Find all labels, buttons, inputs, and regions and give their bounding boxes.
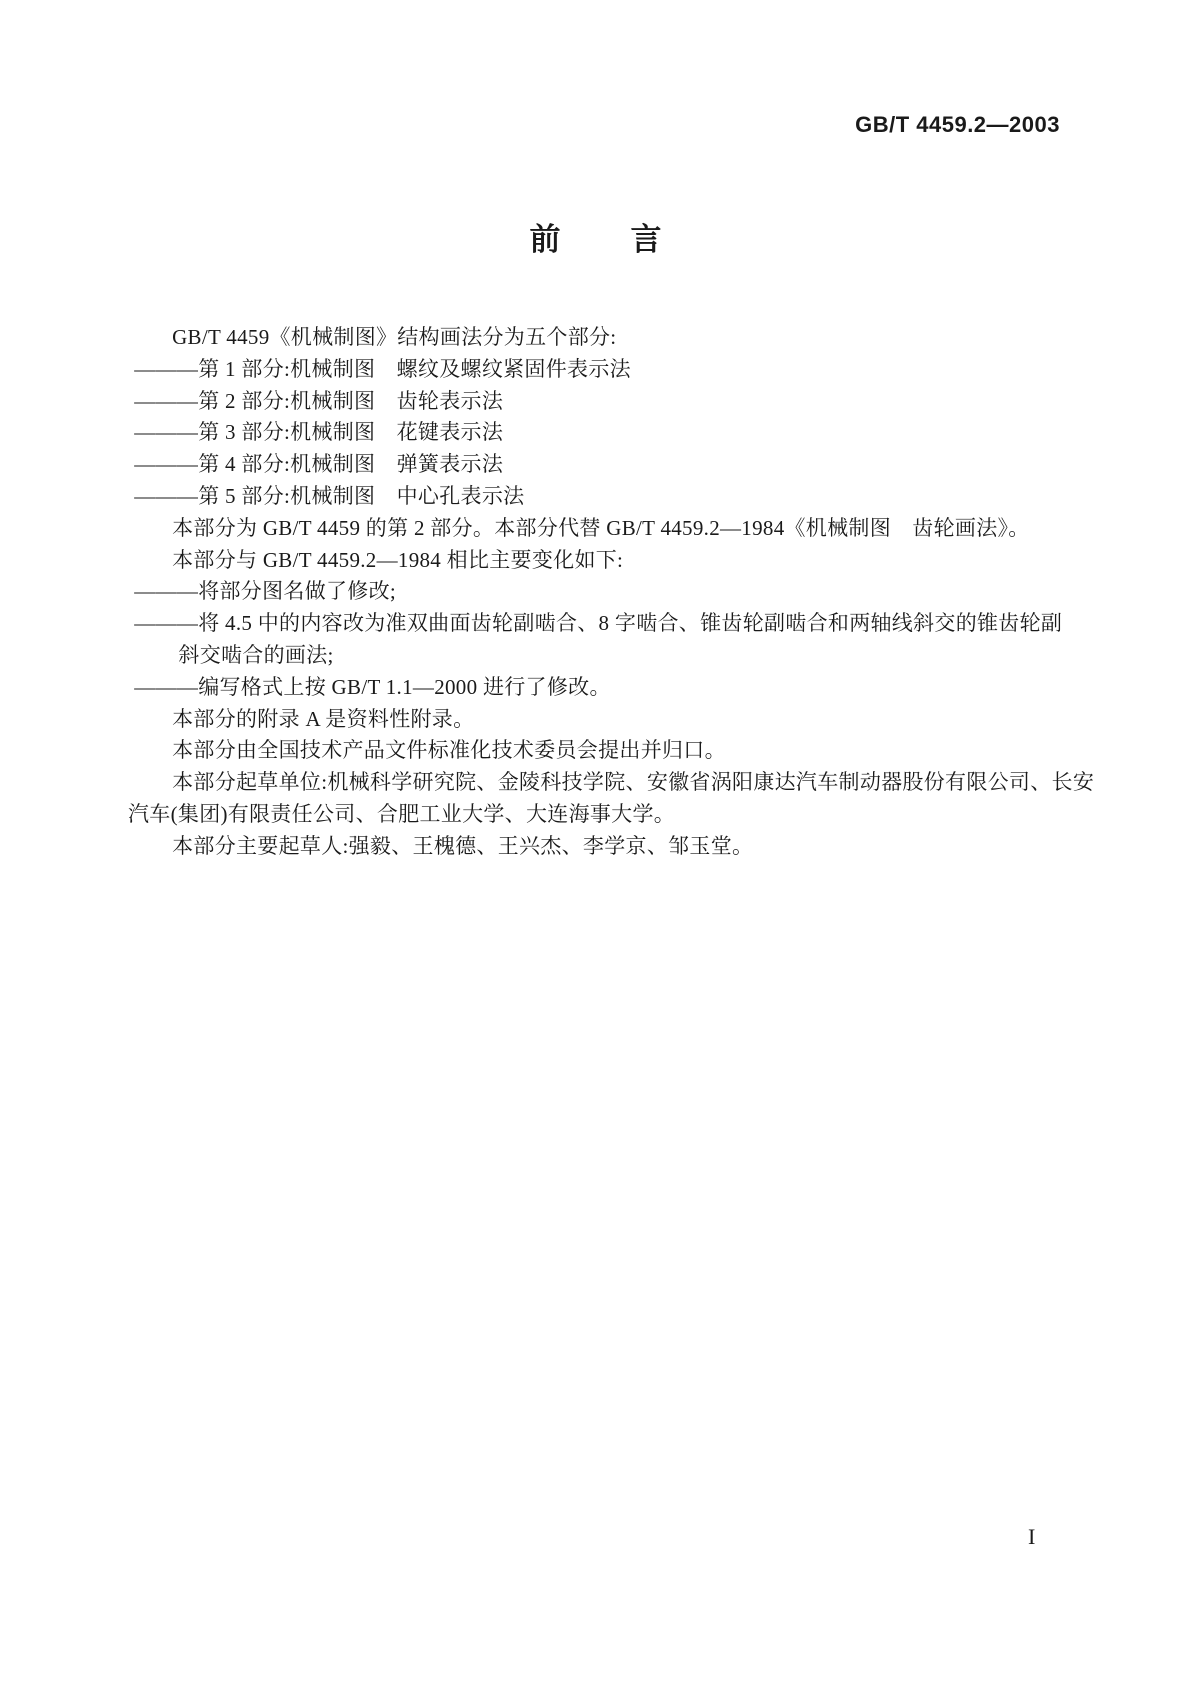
- foreword-paragraph: 斜交啮合的画法;: [178, 642, 334, 667]
- foreword-paragraph: 本部分的附录 A 是资料性附录。: [172, 706, 475, 731]
- foreword-paragraph: 本部分与 GB/T 4459.2—1984 相比主要变化如下:: [172, 547, 624, 572]
- foreword-paragraph: 本部分主要起草人:强毅、王槐德、王兴杰、李学京、邹玉堂。: [172, 833, 754, 858]
- foreword-paragraph: ———编写格式上按 GB/T 1.1—2000 进行了修改。: [134, 674, 611, 699]
- page-title: [0, 214, 1191, 259]
- page-title-char-right: 言: [630, 222, 662, 257]
- foreword-paragraph: ———第 2 部分:机械制图 齿轮表示法: [134, 388, 504, 413]
- foreword-paragraph: 本部分由全国技术产品文件标准化技术委员会提出并归口。: [172, 738, 726, 763]
- foreword-paragraph: 汽车(集团)有限责任公司、合肥工业大学、大连海事大学。: [128, 801, 676, 826]
- foreword-paragraph: ———将 4.5 中的内容改为准双曲面齿轮副啮合、8 字啮合、锥齿轮副啮合和两轴线斜交的锥齿轮副: [134, 611, 1063, 636]
- foreword-paragraph: ———第 4 部分:机械制图 弹簧表示法: [134, 452, 504, 477]
- page-title-char-left: 前: [529, 222, 561, 257]
- foreword-paragraph: ———将部分图名做了修改;: [134, 579, 397, 604]
- foreword-paragraph: 本部分为 GB/T 4459 的第 2 部分。本部分代替 GB/T 4459.2—1984《机械制图 齿轮画法》。: [172, 515, 1030, 540]
- page-number: I: [1028, 1524, 1036, 1549]
- foreword-paragraph: ———第 5 部分:机械制图 中心孔表示法: [134, 483, 525, 508]
- foreword-paragraph: GB/T 4459《机械制图》结构画法分为五个部分:: [172, 325, 617, 349]
- foreword-paragraph: 本部分起草单位:机械科学研究院、金陵科技学院、安徽省涡阳康达汽车制动器股份有限公司、长安: [172, 770, 1095, 795]
- foreword-paragraph: ———第 1 部分:机械制图 螺纹及螺纹紧固件表示法: [134, 356, 631, 381]
- foreword-paragraph: ———第 3 部分:机械制图 花键表示法: [134, 420, 504, 445]
- standard-code: GB/T 4459.2—2003: [855, 112, 1060, 137]
- foreword-body: [128, 322, 1095, 863]
